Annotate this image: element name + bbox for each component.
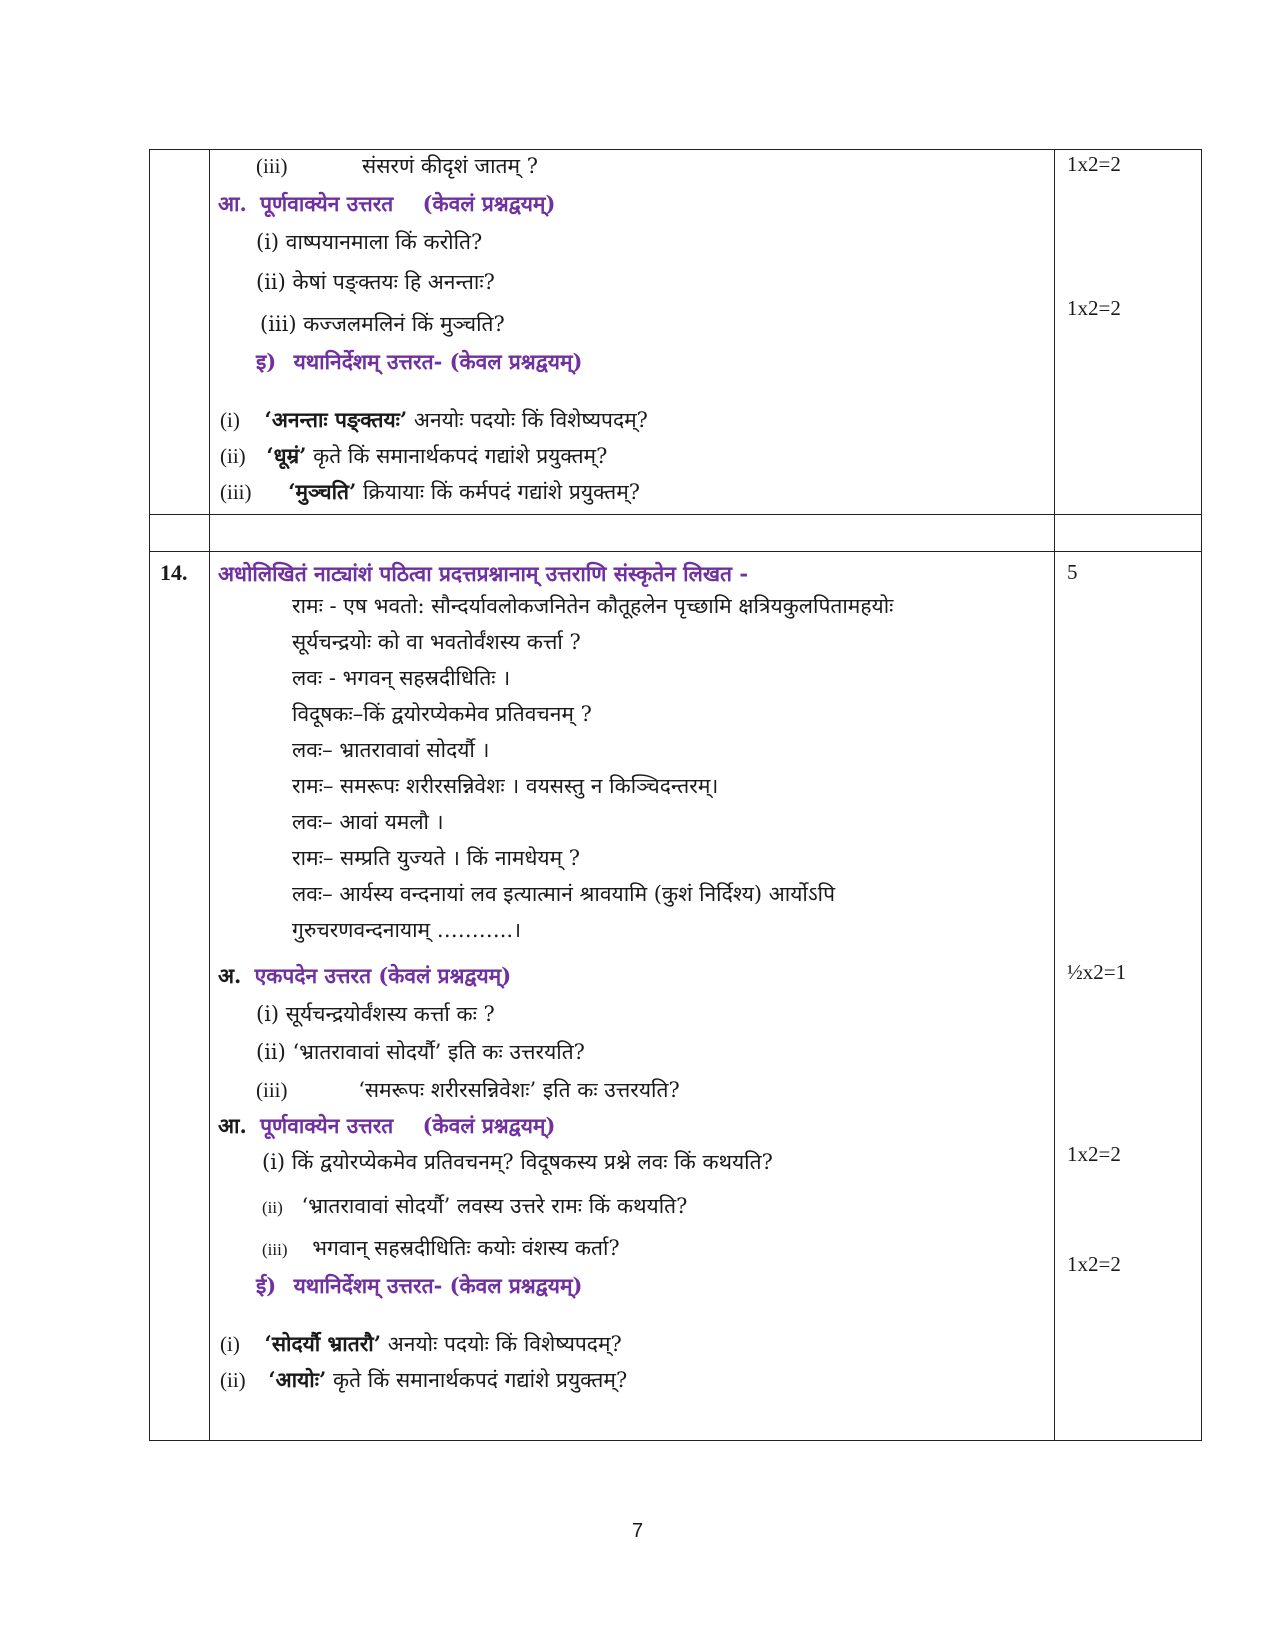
marks-value: 1x2=2 — [1067, 152, 1121, 176]
marks-value: 5 — [1067, 560, 1078, 584]
question-line — [220, 1366, 627, 1394]
question-text: (i) वाष्पयानमाला किं करोति? — [256, 230, 483, 254]
item-number: (ii) — [220, 444, 246, 468]
section-heading — [218, 962, 511, 990]
marks-cell — [1055, 150, 1202, 515]
passage-line: रामः - एष भवतो: सौन्दर्यावलोकजनितेन कौतूहलेन पृच्छामि क्षत्रियकुलपितामहयोः — [292, 594, 894, 618]
question-line — [220, 442, 607, 470]
question-text: संसरणं कीदृशं जातम् ? — [362, 154, 538, 178]
question-text: अनयोः पदयोः किं विशेष्यपदम्? — [387, 1332, 622, 1356]
empty-cell — [1055, 515, 1202, 552]
question-cell — [210, 552, 1055, 1441]
section-title: एकपदेन उत्तरत (केवलं प्रश्नद्वयम्) — [254, 963, 512, 988]
key-term: ‘मुञ्चति’ — [288, 479, 357, 504]
question-line — [220, 406, 648, 434]
marks-value: ½x2=1 — [1067, 960, 1127, 984]
question-line — [220, 478, 640, 506]
section-label: अ. — [218, 963, 242, 988]
marks-value: 1x2=2 — [1067, 296, 1121, 320]
question-text: (i) सूर्यचन्द्रयोर्वंशस्य कर्त्ता कः ? — [256, 1002, 495, 1026]
question-text: (i) किं द्वयोरप्येकमेव प्रतिवचनम्? विदूषकस्य प्रश्ने लवः किं कथयति? — [262, 1150, 773, 1174]
passage-line: विदूषकः–किं द्वयोरप्येकमेव प्रतिवचनम् ? — [292, 702, 592, 726]
question-text: (ii) ‘भ्रातरावावां सोदर्यौ’ इति कः उत्तरयति? — [256, 1040, 585, 1064]
question-line — [256, 1076, 680, 1104]
table-row-continuation — [150, 150, 1202, 515]
key-term: ‘धूम्रं’ — [266, 443, 307, 468]
passage-line: लवः– आवां यमलौ । — [292, 810, 444, 834]
question-line — [262, 1234, 620, 1264]
item-number: (ii) — [262, 1198, 283, 1217]
section-title: पूर्णवाक्येन उत्तरत — [260, 191, 394, 216]
section-title: पूर्णवाक्येन उत्तरत — [260, 1113, 394, 1138]
question-text: (ii) केषां पङ्क्तयः हि अनन्ताः? — [256, 270, 495, 294]
key-term: ‘सोदर्यौ भ्रातरौ’ — [264, 1331, 382, 1356]
item-number: (iii) — [220, 480, 252, 504]
passage-line: गुरुचरणवन्दनायाम् ………..। — [292, 918, 522, 942]
question-number: 14. — [160, 560, 188, 585]
item-number: (ii) — [220, 1368, 246, 1392]
table-row-question-14 — [150, 552, 1202, 1441]
section-label: इ) — [256, 349, 277, 374]
marks-cell — [1055, 552, 1202, 1441]
section-label: आ. — [218, 191, 247, 216]
empty-cell — [210, 515, 1055, 552]
table-row-spacer — [150, 515, 1202, 552]
question-text: ‘समरूपः शरीरसन्निवेशः’ इति कः उत्तरयति? — [358, 1078, 680, 1102]
question-heading: अधोलिखितं नाट्यांशं पठित्वा प्रदत्तप्रश्नानाम् उत्तराणि संस्कृतेन लिखत - — [218, 561, 749, 586]
passage-line: लवः– आर्यस्य वन्दनायां लव इत्यात्मानं श्रावयामि (कुशं निर्दिश्य) आर्योऽपि — [292, 882, 836, 906]
section-label: ई) — [256, 1273, 277, 1298]
section-heading — [256, 348, 582, 376]
item-number: (iii) — [256, 154, 288, 178]
item-number: (iii) — [256, 1078, 288, 1102]
section-label: आ. — [218, 1113, 247, 1138]
page-number: 7 — [631, 1520, 644, 1542]
question-text: ‘भ्रातरावावां सोदर्यौ’ लवस्य उत्तरे रामः किं कथयति? — [301, 1194, 688, 1218]
question-text: कृते किं समानार्थकपदं गद्यांशे प्रयुक्तम्? — [313, 444, 608, 468]
passage-line: सूर्यचन्द्रयोः को वा भवतोर्वंशस्य कर्त्ता ? — [292, 630, 581, 654]
section-note: (केवलं प्रश्नद्वयम्) — [422, 1113, 556, 1138]
passage-line: रामः– समरूपः शरीरसन्निवेशः । वयसस्तु न किञ्चिदन्तरम्। — [292, 774, 719, 798]
section-note: (केवलं प्रश्नद्वयम्) — [422, 191, 556, 216]
question-line — [262, 1192, 687, 1222]
question-cell — [210, 150, 1055, 515]
question-text: कृते किं समानार्थकपदं गद्यांशे प्रयुक्तम्? — [332, 1368, 628, 1392]
question-line — [220, 1330, 622, 1358]
section-heading — [218, 190, 555, 218]
passage-line: लवः - भगवन् सहस्रदीधितिः । — [292, 666, 511, 690]
marks-value: 1x2=2 — [1067, 1142, 1121, 1166]
passage-line: लवः– भ्रातरावावां सोदर्यौ । — [292, 738, 490, 762]
item-number: (iii) — [262, 1240, 288, 1259]
key-term: ‘अनन्ताः पङ्क्तयः’ — [264, 407, 408, 432]
section-heading — [218, 1112, 555, 1140]
passage-line: रामः– सम्प्रति युज्यते । किं नामधेयम् ? — [292, 846, 581, 870]
question-table — [149, 149, 1202, 1441]
key-term: ‘आयोः’ — [268, 1367, 327, 1392]
marks-value: 1x2=2 — [1067, 1252, 1121, 1276]
empty-cell — [150, 515, 210, 552]
section-heading — [256, 1272, 582, 1300]
qno-cell — [150, 552, 210, 1441]
qno-cell — [150, 150, 210, 515]
question-text: अनयोः पदयोः किं विशेष्यपदम्? — [413, 408, 648, 432]
section-title: यथानिर्देशम् उत्तरत- (केवल प्रश्नद्वयम्) — [293, 349, 583, 374]
item-number: (i) — [220, 408, 240, 432]
section-title: यथानिर्देशम् उत्तरत- (केवल प्रश्नद्वयम्) — [293, 1273, 583, 1298]
question-text: क्रियायाः किं कर्मपदं गद्यांशे प्रयुक्तम्? — [363, 480, 641, 504]
item-number: (i) — [220, 1332, 240, 1356]
question-text: भगवान् सहस्रदीधितिः कयोः वंशस्य कर्ता? — [312, 1236, 620, 1260]
question-text: (iii) कज्जलमलिनं किं मुञ्चति? — [260, 312, 505, 336]
